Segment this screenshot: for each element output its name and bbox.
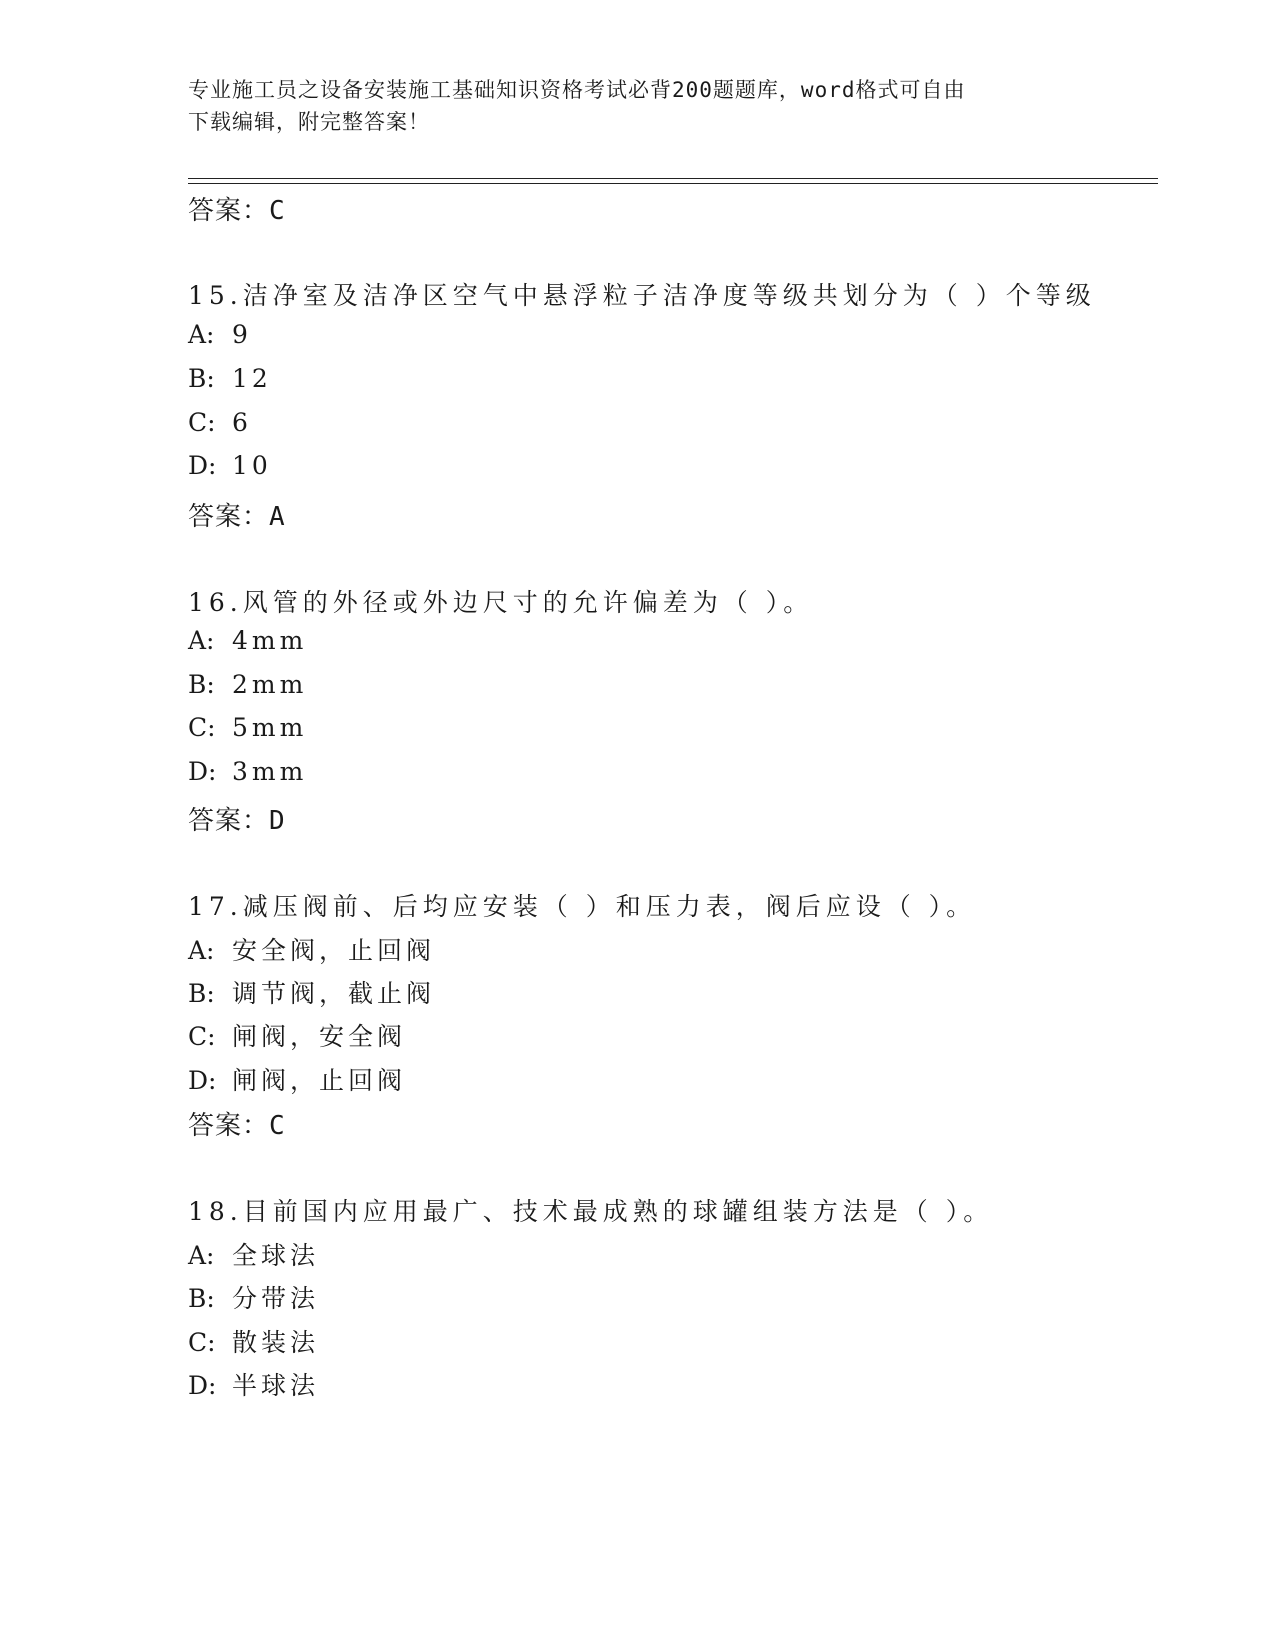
option-value: 12	[232, 364, 272, 393]
q18-option-d	[188, 1366, 319, 1402]
q16-option-d	[188, 757, 307, 786]
q17-option-b	[188, 974, 435, 1010]
option-key: A:	[188, 1241, 215, 1270]
answer-14: 答案：C	[188, 196, 286, 226]
q15-option-d	[188, 451, 272, 480]
answer-17: 答案：C	[188, 1111, 286, 1141]
q18-option-b	[188, 1279, 319, 1315]
option-value: 4mm	[232, 626, 308, 655]
option-key: D:	[188, 1066, 217, 1095]
option-key: C:	[188, 1022, 216, 1051]
option-key: C:	[188, 713, 216, 742]
q15-option-a	[188, 320, 252, 349]
answer-16: 答案：D	[188, 806, 286, 836]
option-key: A:	[188, 936, 215, 965]
option-value: 调节阀，截止阀	[232, 979, 436, 1008]
option-value: 6	[232, 408, 252, 437]
option-key: B:	[188, 1284, 215, 1313]
question-15: 15.洁净室及洁净区空气中悬浮粒子洁净度等级共划分为（ ）个等级	[188, 281, 1096, 310]
option-value: 3mm	[232, 757, 308, 786]
option-value: 5mm	[232, 713, 308, 742]
option-key: A:	[188, 320, 215, 349]
option-key: B:	[188, 670, 215, 699]
header-line-2: 下载编辑，附完整答案！	[188, 110, 430, 134]
option-key: D:	[188, 757, 217, 786]
option-key: C:	[188, 408, 216, 437]
q15-option-b	[188, 364, 272, 393]
header-divider-bottom	[188, 183, 1158, 184]
q16-option-c	[188, 713, 307, 742]
document-header	[188, 74, 1088, 138]
option-key: C:	[188, 1328, 216, 1357]
q16-option-b	[188, 670, 307, 699]
option-value: 9	[232, 320, 252, 349]
question-17: 17.减压阀前、后均应安装（ ）和压力表，阀后应设（ ）。	[188, 892, 977, 921]
q17-option-d	[188, 1061, 406, 1097]
option-value: 闸阀，止回阀	[232, 1066, 407, 1095]
option-value: 半球法	[232, 1371, 320, 1400]
option-key: B:	[188, 364, 215, 393]
option-value: 全球法	[232, 1241, 320, 1270]
option-key: D:	[188, 451, 217, 480]
option-value: 闸阀，安全阀	[232, 1022, 407, 1051]
option-key: A:	[188, 626, 215, 655]
header-line-1: 专业施工员之设备安装施工基础知识资格考试必背200题题库，word格式可自由	[188, 78, 966, 102]
header-divider-top	[188, 178, 1158, 179]
option-value: 散装法	[232, 1328, 320, 1357]
q17-option-c	[188, 1017, 406, 1053]
answer-15: 答案：A	[188, 502, 286, 532]
option-value: 10	[232, 451, 272, 480]
option-key: B:	[188, 979, 215, 1008]
q15-option-c	[188, 408, 252, 437]
q18-option-a	[188, 1236, 319, 1272]
option-value: 分带法	[232, 1284, 320, 1313]
question-18: 18.目前国内应用最广、技术最成熟的球罐组装方法是（ ）。	[188, 1197, 994, 1226]
option-key: D:	[188, 1371, 217, 1400]
question-16: 16.风管的外径或外边尺寸的允许偏差为（ ）。	[188, 588, 814, 617]
option-value: 2mm	[232, 670, 308, 699]
q18-option-c	[188, 1323, 319, 1359]
q17-option-a	[188, 931, 435, 967]
q16-option-a	[188, 626, 307, 655]
option-value: 安全阀，止回阀	[232, 936, 436, 965]
